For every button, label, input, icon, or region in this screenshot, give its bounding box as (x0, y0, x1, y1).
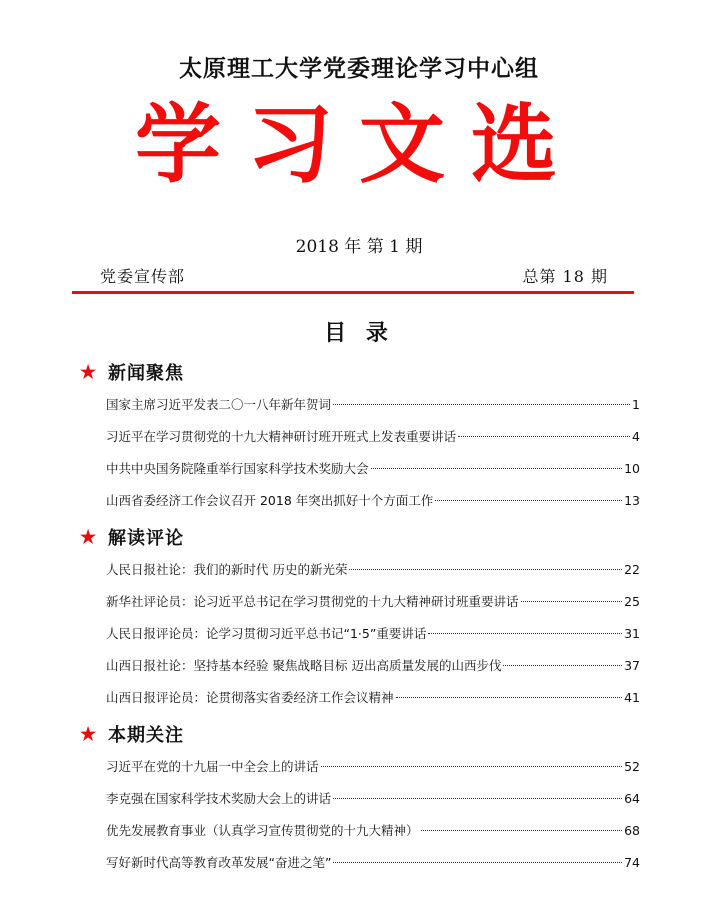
entry-title: 人民日报评论员：论学习贯彻习近平总书记“1·5”重要讲话 (106, 626, 427, 641)
star-icon: ★ (80, 361, 98, 383)
entry-title: 山西省委经济工作会议召开 2018 年突出抓好十个方面工作 (106, 493, 434, 508)
dot-leader (333, 862, 622, 863)
total-issue-label: 总第 18 期 (522, 267, 608, 286)
dot-leader (458, 436, 630, 437)
org-name: 太原理工大学党委理论学习中心组 (179, 56, 539, 82)
toc-entry[interactable] (80, 485, 640, 517)
dot-leader (428, 633, 622, 634)
entry-title: 新华社评论员：论习近平总书记在学习贯彻党的十九大精神研讨班重要讲话 (106, 594, 519, 609)
entry-page: 68 (624, 823, 640, 838)
dot-leader (333, 798, 622, 799)
entry-page: 4 (632, 429, 640, 444)
toc-entry[interactable] (80, 586, 640, 618)
toc-title: 目 录 (324, 320, 394, 346)
toc-entry[interactable] (80, 453, 640, 485)
masthead-title: 学习文选 (135, 94, 583, 195)
toc-entry[interactable] (80, 783, 640, 815)
entry-page: 64 (624, 791, 640, 806)
entry-page: 74 (624, 855, 640, 870)
header-rule (72, 291, 634, 294)
section-title: 本期关注 (108, 725, 184, 746)
dot-leader (371, 468, 623, 469)
toc-section-focus (80, 719, 640, 879)
entry-title: 习近平在党的十九届一中全会上的讲话 (106, 759, 319, 774)
toc-entry[interactable] (80, 421, 640, 453)
entry-title: 中共中央国务院隆重举行国家科学技术奖励大会 (106, 461, 369, 476)
section-heading (80, 357, 640, 387)
toc-entry[interactable] (80, 682, 640, 714)
section-title: 新闻聚焦 (108, 363, 184, 384)
toc-section-news (80, 357, 640, 517)
dot-leader (521, 601, 623, 602)
star-icon: ★ (80, 723, 98, 745)
entry-page: 10 (624, 461, 640, 476)
section-title: 解读评论 (108, 528, 184, 549)
dot-leader (421, 830, 623, 831)
dot-leader (396, 697, 623, 698)
toc-entry[interactable] (80, 847, 640, 879)
dot-leader (321, 766, 623, 767)
entry-page: 41 (624, 690, 640, 705)
entry-page: 13 (624, 493, 640, 508)
dot-leader (333, 404, 630, 405)
department-label: 党委宣传部 (100, 267, 186, 286)
entry-title: 李克强在国家科学技术奖励大会上的讲话 (106, 791, 332, 806)
entry-page: 52 (624, 759, 640, 774)
entry-page: 22 (624, 562, 640, 577)
entry-title: 国家主席习近平发表二〇一八年新年贺词 (106, 397, 332, 412)
issue-number: 2018 年 第 1 期 (295, 237, 423, 257)
toc-entry[interactable] (80, 389, 640, 421)
entry-title: 写好新时代高等教育改革发展“奋进之笔” (106, 855, 332, 870)
toc-section-commentary (80, 522, 640, 714)
toc-entry[interactable] (80, 650, 640, 682)
section-heading (80, 719, 640, 749)
dot-leader (435, 500, 622, 501)
entry-title: 优先发展教育事业（认真学习宣传贯彻党的十九大精神） (106, 823, 419, 838)
section-heading (80, 522, 640, 552)
entry-title: 人民日报社论：我们的新时代 历史的新光荣 (106, 562, 348, 577)
entry-page: 31 (624, 626, 640, 641)
star-icon: ★ (80, 526, 98, 548)
toc-entry[interactable] (80, 751, 640, 783)
entry-title: 山西日报评论员：论贯彻落实省委经济工作会议精神 (106, 690, 394, 705)
entry-title: 习近平在学习贯彻党的十九大精神研讨班开班式上发表重要讲话 (106, 429, 457, 444)
dot-leader (503, 665, 622, 666)
entry-page: 25 (624, 594, 640, 609)
entry-page: 37 (624, 658, 640, 673)
dot-leader (349, 569, 622, 570)
toc-entry[interactable] (80, 815, 640, 847)
entry-title: 山西日报社论：坚持基本经验 聚焦战略目标 迈出高质量发展的山西步伐 (106, 658, 502, 673)
toc-entry[interactable] (80, 618, 640, 650)
entry-page: 1 (632, 397, 640, 412)
toc-entry[interactable] (80, 554, 640, 586)
